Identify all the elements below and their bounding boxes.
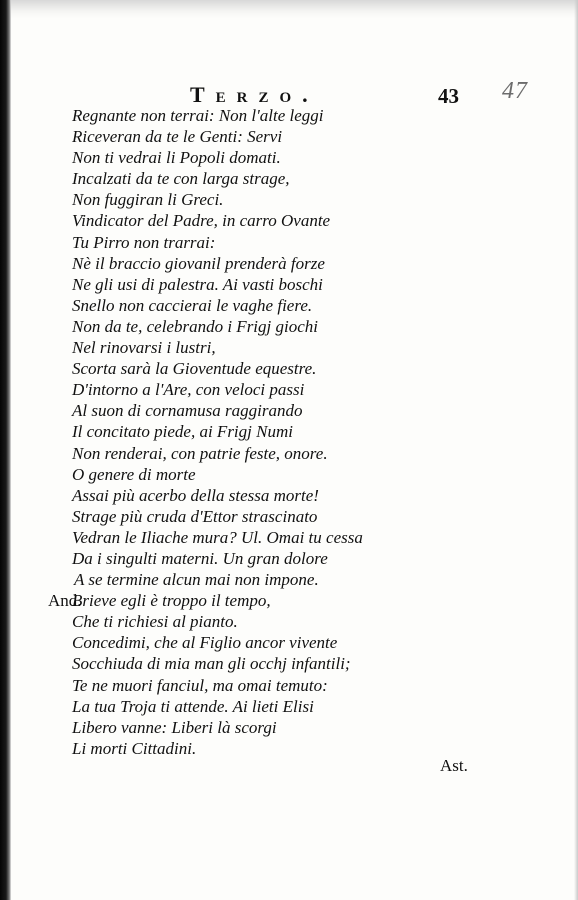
verse-line (72, 527, 363, 548)
verse-line (72, 379, 363, 400)
verse-line (72, 464, 363, 485)
verse-line (72, 400, 363, 421)
verse-line (72, 569, 363, 590)
verse-text: Al suon di cornamusa raggirando (72, 401, 303, 421)
verse-line (72, 232, 363, 253)
page-number: 43 (438, 84, 459, 108)
verse-text: Socchiuda di mia man gli occhj infantili; (72, 654, 351, 674)
verse-text: Li morti Cittadini. (72, 738, 197, 758)
page-top-shadow (11, 0, 578, 18)
verse-text: Vedran le Iliache mura? Ul. Omai tu cessa (72, 527, 363, 547)
verse-text: Ne gli usi di palestra. Ai vasti boschi (72, 274, 323, 294)
verse-line (72, 189, 363, 210)
running-head: Terzo. (190, 82, 319, 107)
verse-line (72, 168, 363, 189)
verse-text: Vindicator del Padre, in carro Ovante (72, 211, 331, 231)
verse-line (72, 611, 363, 632)
verse-line (72, 632, 363, 653)
verse-line (72, 443, 363, 464)
verse-line (72, 548, 363, 569)
verse-block (48, 105, 363, 759)
page-gutter-shadow (0, 0, 11, 900)
verse-line (72, 696, 363, 717)
verse-line (72, 274, 363, 295)
verse-text: Regnante non terrai: Non l'alte leggi (72, 106, 324, 125)
verse-line (72, 653, 363, 674)
verse-text: Riceveran da te le Genti: Servi (72, 127, 283, 147)
verse-text: Nè il braccio giovanil prenderà forze (72, 253, 325, 273)
verse-line (72, 421, 363, 442)
verse-text: Strage più cruda d'Ettor strascinato (72, 506, 318, 526)
verse-line (72, 485, 363, 506)
verse-text: Non ti vedrai li Popoli domati. (72, 148, 281, 168)
verse-text: O genere di morte (72, 464, 196, 484)
verse-text: Non fuggiran li Greci. (72, 190, 224, 210)
verse-text: Da i singulti materni. Un gran dolore (72, 548, 328, 568)
verse-text: Tu Pirro non trarrai: (72, 232, 216, 252)
verse-line (72, 210, 363, 231)
verse-text: Assai più acerbo della stessa morte! (72, 485, 319, 505)
speaker-label: And. (48, 591, 82, 611)
verse-text: La tua Troja ti attende. Ai lieti Elisi (72, 696, 314, 716)
verse-line (72, 358, 363, 379)
verse-line (72, 316, 363, 337)
verse-text: Scorta sarà la Gioventude equestre. (72, 359, 317, 379)
page-right-edge (574, 0, 578, 900)
verse-line (72, 738, 363, 759)
verse-text: Non renderai, con patrie feste, onore. (72, 443, 328, 463)
verse-text: Concedimi, che al Figlio ancor vivente (72, 633, 338, 653)
verse-text: Non da te, celebrando i Frigj giochi (72, 316, 318, 336)
verse-text: D'intorno a l'Are, con veloci passi (72, 380, 305, 400)
verse-line (48, 590, 363, 611)
verse-text: Che ti richiesi al pianto. (72, 612, 238, 632)
verse-text: A se termine alcun mai non impone. (74, 570, 319, 590)
verse-line (72, 147, 363, 168)
verse-text: Nel rinovarsi i lustri, (72, 338, 216, 358)
verse-line (72, 295, 363, 316)
verse-line (72, 126, 363, 147)
verse-text: Brieve egli è troppo il tempo, (72, 591, 271, 611)
verse-line (72, 506, 363, 527)
handwritten-page-number: 47 (502, 78, 528, 104)
verse-text: Libero vanne: Liberi là scorgi (72, 717, 277, 737)
verse-text: Te ne muori fanciul, ma omai temuto: (72, 675, 328, 695)
verse-text: Incalzati da te con larga strage, (72, 169, 290, 189)
verse-line (72, 105, 363, 126)
verse-text: Il concitato piede, ai Frigj Numi (72, 422, 293, 442)
catchword: Ast. (440, 756, 468, 775)
verse-line (72, 253, 363, 274)
verse-line (72, 337, 363, 358)
verse-line (72, 675, 363, 696)
verse-text: Snello non caccierai le vaghe fiere. (72, 295, 313, 315)
verse-line (72, 717, 363, 738)
